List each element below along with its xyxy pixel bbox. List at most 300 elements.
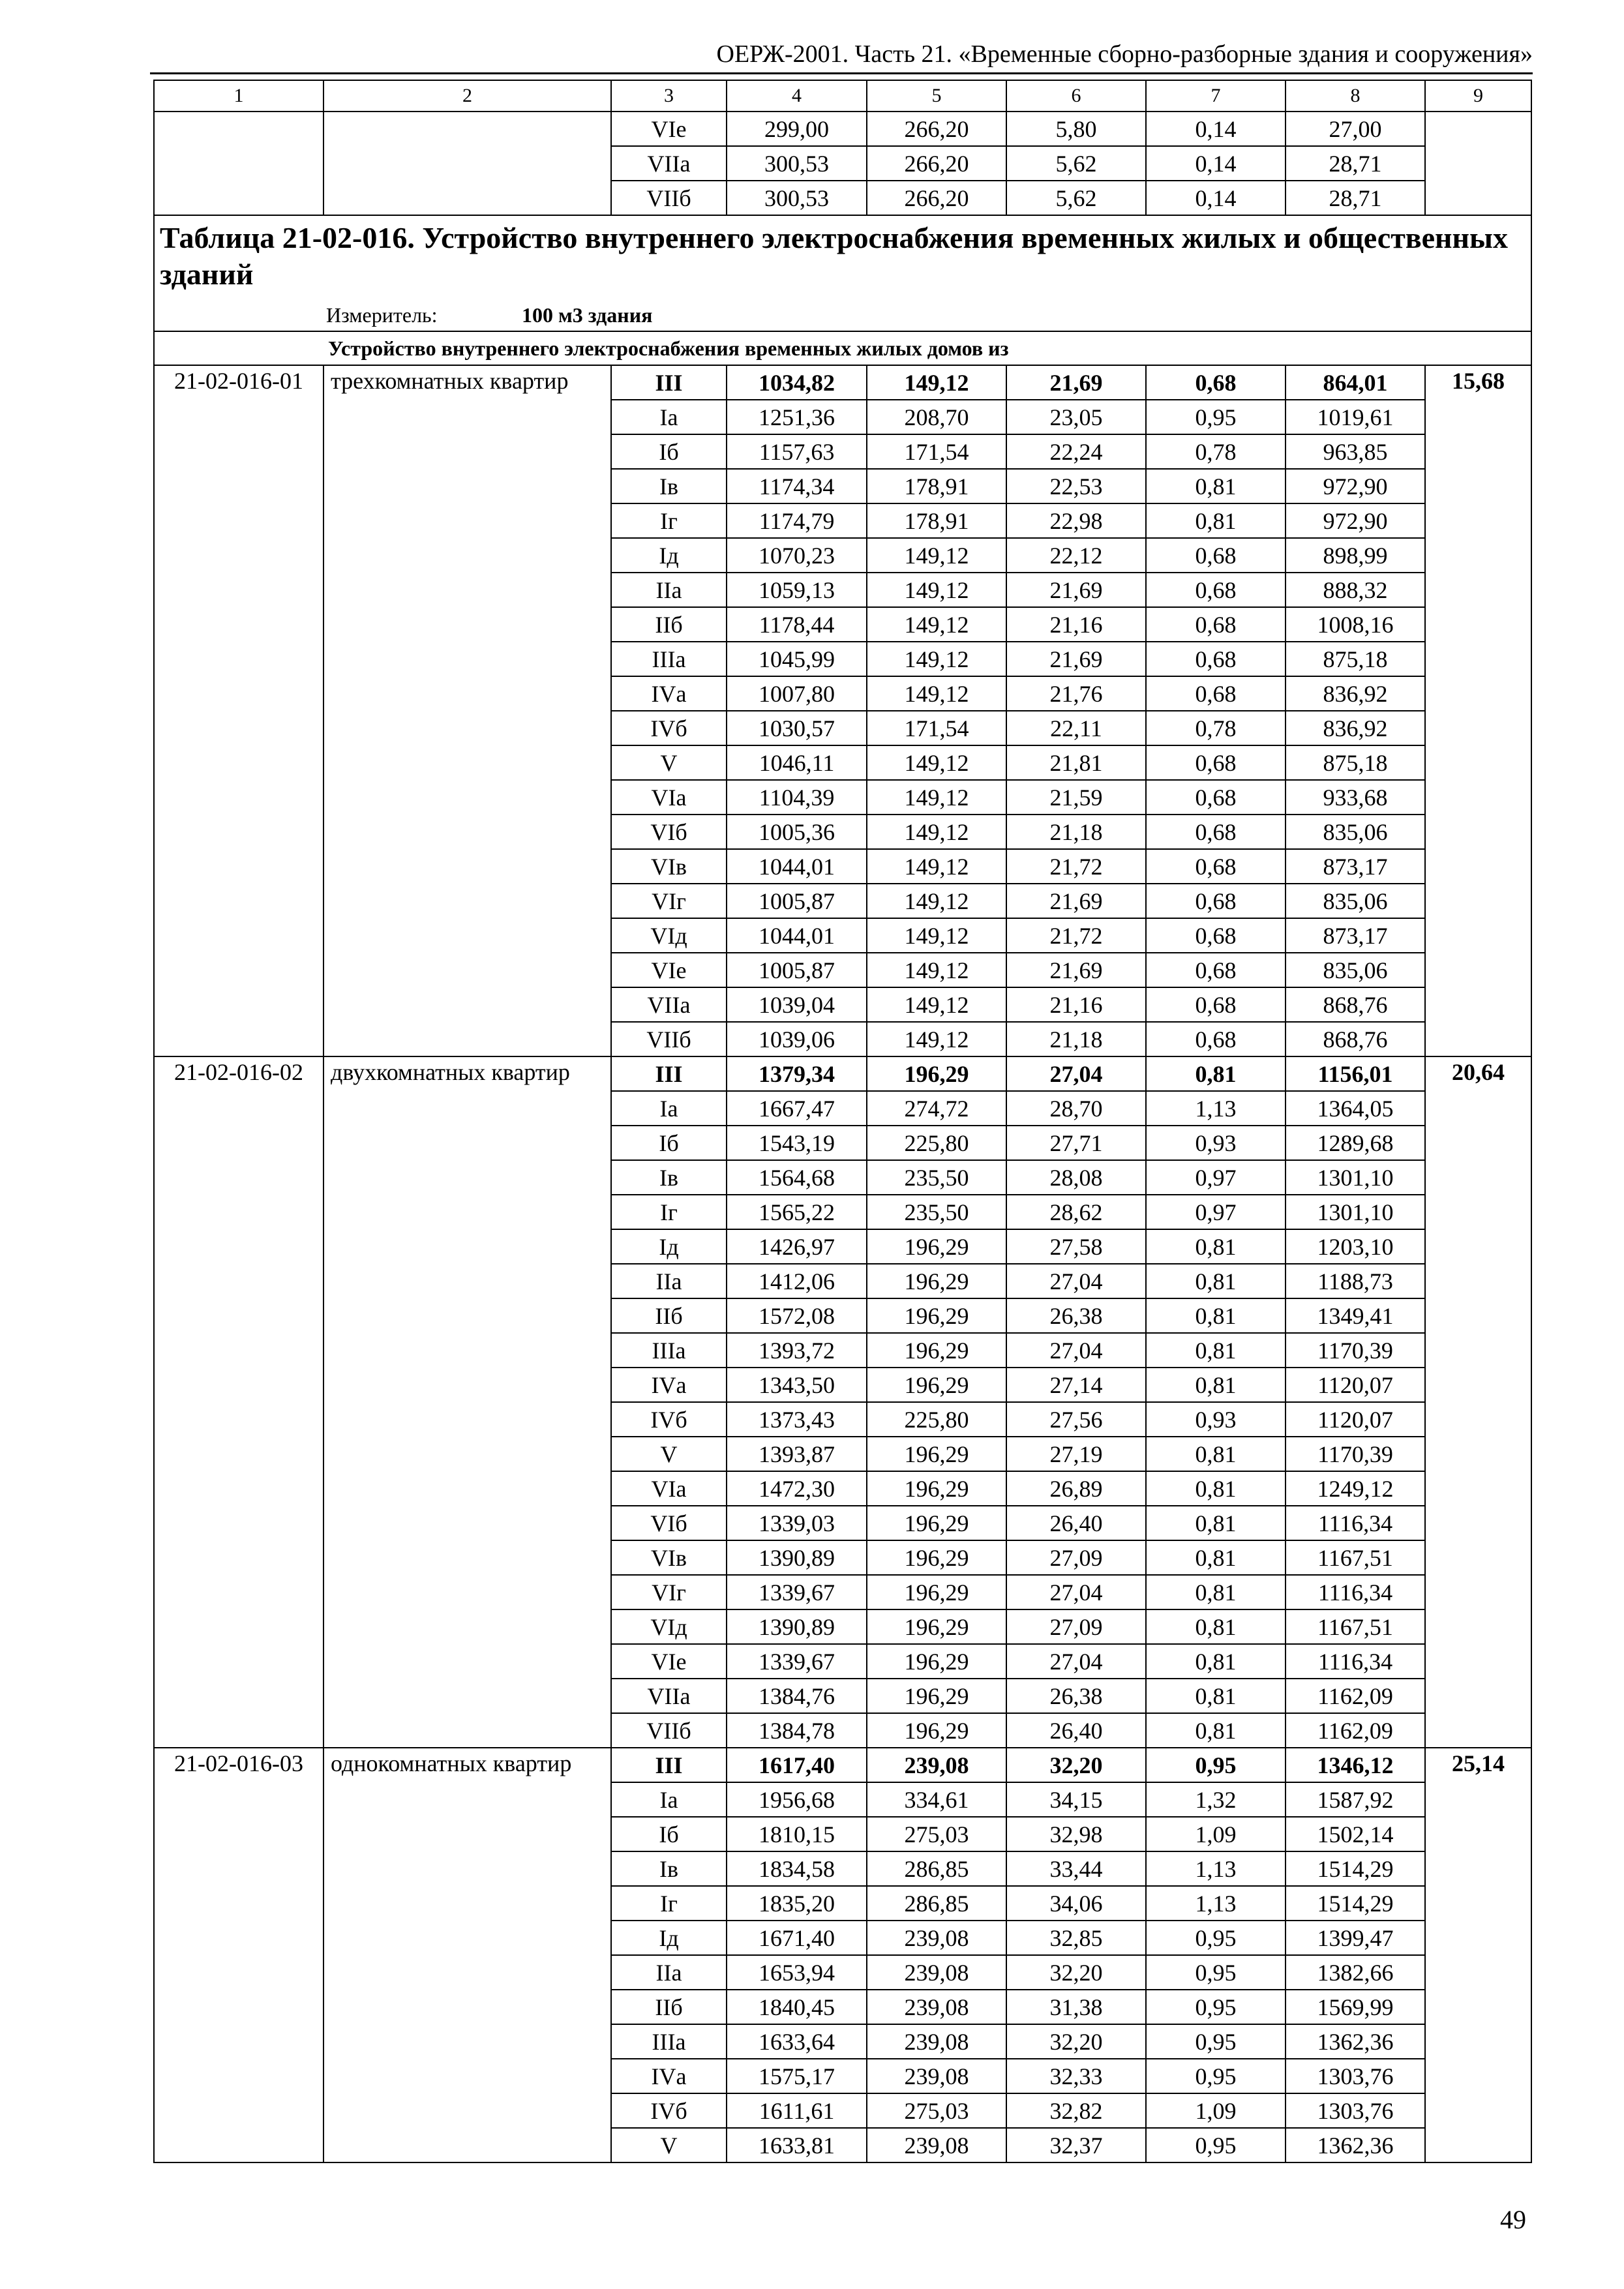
value-cell: 1379,34 [727,1056,867,1091]
norm-name: двухкомнатных квартир [323,1056,611,1748]
value-cell: 0,14 [1146,146,1286,181]
col9-value: 20,64 [1425,1056,1531,1748]
value-cell: 22,98 [1006,503,1146,538]
zone-cell: Iв [611,1160,727,1195]
value-cell: 1617,40 [727,1748,867,1782]
value-cell: 21,69 [1006,573,1146,607]
zone-cell: V [611,745,727,780]
value-cell: 21,69 [1006,953,1146,987]
value-cell: 0,81 [1146,1713,1286,1748]
value-cell: 0,68 [1146,365,1286,400]
zone-cell: IIIа [611,1333,727,1368]
value-cell: 0,95 [1146,1921,1286,1955]
zone-cell: VIе [611,953,727,987]
zone-cell: VIе [611,1644,727,1679]
value-cell: 1,13 [1146,1851,1286,1886]
col9-value: 15,68 [1425,365,1531,1056]
value-cell: 1667,47 [727,1091,867,1126]
value-cell: 239,08 [867,1955,1006,1990]
value-cell: 1339,67 [727,1644,867,1679]
value-cell: 0,68 [1146,607,1286,642]
value-cell: 34,06 [1006,1886,1146,1921]
value-cell: 1587,92 [1286,1782,1425,1817]
value-cell: 0,68 [1146,884,1286,918]
table-body [154,80,1531,2162]
column-number-cell: 8 [1286,80,1425,112]
value-cell: 868,76 [1286,987,1425,1022]
value-cell: 1,13 [1146,1091,1286,1126]
value-cell: 1116,34 [1286,1644,1425,1679]
value-cell: 1339,03 [727,1506,867,1540]
zone-cell: Iг [611,1886,727,1921]
value-cell: 5,80 [1006,112,1146,146]
value-cell: 0,81 [1146,1644,1286,1679]
value-cell: 27,71 [1006,1126,1146,1160]
value-cell: 27,04 [1006,1644,1146,1679]
zone-cell: IIа [611,1955,727,1990]
value-cell: 196,29 [867,1713,1006,1748]
value-cell: 21,81 [1006,745,1146,780]
value-cell: 1167,51 [1286,1540,1425,1575]
value-cell: 275,03 [867,2093,1006,2128]
table-row [154,112,1531,146]
table-title: Таблица 21-02-016. Устройство внутреннего электроснабжения временных жилых и общественных зданий [160,221,1508,291]
value-cell: 873,17 [1286,918,1425,953]
value-cell: 196,29 [867,1609,1006,1644]
value-cell: 27,56 [1006,1402,1146,1437]
value-cell: 22,24 [1006,434,1146,469]
value-cell: 1008,16 [1286,607,1425,642]
value-cell: 149,12 [867,573,1006,607]
value-cell: 0,81 [1146,1333,1286,1368]
value-cell: 28,71 [1286,181,1425,215]
zone-cell: VIг [611,1575,727,1609]
value-cell: 873,17 [1286,849,1425,884]
value-cell: 0,68 [1146,780,1286,815]
value-cell: 1,09 [1146,2093,1286,2128]
value-cell: 0,68 [1146,918,1286,953]
value-cell: 1249,12 [1286,1471,1425,1506]
value-cell: 1514,29 [1286,1886,1425,1921]
value-cell: 0,95 [1146,2128,1286,2162]
zone-cell: IVб [611,2093,727,2128]
value-cell: 22,11 [1006,711,1146,745]
header-rule [150,72,1533,74]
value-cell: 28,71 [1286,146,1425,181]
value-cell: 1104,39 [727,780,867,815]
value-cell: 1390,89 [727,1540,867,1575]
zone-cell: IIб [611,1298,727,1333]
value-cell: 149,12 [867,849,1006,884]
zone-cell: VIе [611,112,727,146]
value-cell: 275,03 [867,1817,1006,1851]
value-cell: 196,29 [867,1264,1006,1298]
value-cell: 225,80 [867,1402,1006,1437]
value-cell: 21,59 [1006,780,1146,815]
value-cell: 299,00 [727,112,867,146]
value-cell: 875,18 [1286,745,1425,780]
meter-label: Измеритель: [326,303,438,327]
value-cell: 32,37 [1006,2128,1146,2162]
value-cell: 196,29 [867,1644,1006,1679]
zone-cell: Iд [611,538,727,573]
value-cell: 22,53 [1006,469,1146,503]
zone-cell: VIIб [611,181,727,215]
value-cell: 1203,10 [1286,1229,1425,1264]
value-cell: 0,95 [1146,1990,1286,2024]
value-cell: 21,72 [1006,918,1146,953]
zone-cell: IIIа [611,642,727,676]
value-cell: 149,12 [867,815,1006,849]
value-cell: 1384,76 [727,1679,867,1713]
value-cell: 235,50 [867,1195,1006,1229]
table-row [154,1748,1531,1782]
value-cell: 22,12 [1006,538,1146,573]
value-cell: 1362,36 [1286,2024,1425,2059]
value-cell: 1390,89 [727,1609,867,1644]
value-cell: 196,29 [867,1540,1006,1575]
value-cell: 1046,11 [727,745,867,780]
value-cell: 274,72 [867,1091,1006,1126]
value-cell: 1301,10 [1286,1160,1425,1195]
value-cell: 32,85 [1006,1921,1146,1955]
name-cell [323,112,611,215]
value-cell: 149,12 [867,780,1006,815]
zone-cell: IIб [611,1990,727,2024]
value-cell: 171,54 [867,711,1006,745]
value-cell: 32,20 [1006,1748,1146,1782]
value-cell: 836,92 [1286,711,1425,745]
value-cell: 149,12 [867,642,1006,676]
value-cell: 0,81 [1146,503,1286,538]
value-cell: 1178,44 [727,607,867,642]
zone-cell: IIа [611,1264,727,1298]
value-cell: 1157,63 [727,434,867,469]
norm-name: однокомнатных квартир [323,1748,611,2162]
value-cell: 0,68 [1146,573,1286,607]
value-cell: 27,00 [1286,112,1425,146]
value-cell: 334,61 [867,1782,1006,1817]
value-cell: 1162,09 [1286,1713,1425,1748]
value-cell: 0,14 [1146,112,1286,146]
value-cell: 1188,73 [1286,1264,1425,1298]
value-cell: 27,58 [1006,1229,1146,1264]
value-cell: 0,81 [1146,1609,1286,1644]
value-cell: 1349,41 [1286,1298,1425,1333]
value-cell: 963,85 [1286,434,1425,469]
zone-cell: VIIб [611,1713,727,1748]
value-cell: 196,29 [867,1506,1006,1540]
zone-cell: V [611,1437,727,1471]
column-number-cell: 2 [323,80,611,112]
value-cell: 0,93 [1146,1402,1286,1437]
value-cell: 0,93 [1146,1126,1286,1160]
value-cell: 239,08 [867,1921,1006,1955]
value-cell: 1834,58 [727,1851,867,1886]
value-cell: 28,70 [1006,1091,1146,1126]
zone-cell: VIа [611,780,727,815]
value-cell: 28,08 [1006,1160,1146,1195]
norm-code: 21-02-016-02 [154,1056,323,1748]
value-cell: 1170,39 [1286,1333,1425,1368]
column-number-row [154,80,1531,112]
value-cell: 1174,79 [727,503,867,538]
table-row [154,1056,1531,1091]
value-cell: 0,95 [1146,1748,1286,1782]
value-cell: 1030,57 [727,711,867,745]
value-cell: 0,97 [1146,1195,1286,1229]
value-cell: 1364,05 [1286,1091,1425,1126]
value-cell: 31,38 [1006,1990,1146,2024]
zone-cell: III [611,1056,727,1091]
value-cell: 1005,87 [727,953,867,987]
value-cell: 1156,01 [1286,1056,1425,1091]
value-cell: 149,12 [867,365,1006,400]
value-cell: 1045,99 [727,642,867,676]
value-cell: 1120,07 [1286,1368,1425,1402]
value-cell: 1346,12 [1286,1748,1425,1782]
value-cell: 196,29 [867,1229,1006,1264]
table-title-row [154,215,1531,331]
value-cell: 239,08 [867,2059,1006,2093]
value-cell: 1426,97 [727,1229,867,1264]
value-cell: 21,69 [1006,365,1146,400]
column-number-cell: 7 [1146,80,1286,112]
value-cell: 27,04 [1006,1575,1146,1609]
value-cell: 1044,01 [727,849,867,884]
norm-name: трехкомнатных квартир [323,365,611,1056]
value-cell: 1005,36 [727,815,867,849]
value-cell: 149,12 [867,607,1006,642]
value-cell: 300,53 [727,181,867,215]
value-cell: 21,18 [1006,815,1146,849]
zone-cell: Iд [611,1229,727,1264]
value-cell: 225,80 [867,1126,1006,1160]
value-cell: 0,97 [1146,1160,1286,1195]
value-cell: 0,81 [1146,1471,1286,1506]
value-cell: 1671,40 [727,1921,867,1955]
value-cell: 0,81 [1146,1264,1286,1298]
zone-cell: Iа [611,1782,727,1817]
value-cell: 1382,66 [1286,1955,1425,1990]
value-cell: 1502,14 [1286,1817,1425,1851]
zone-cell: IVа [611,1368,727,1402]
value-cell: 235,50 [867,1160,1006,1195]
value-cell: 32,33 [1006,2059,1146,2093]
value-cell: 868,76 [1286,1022,1425,1056]
value-cell: 239,08 [867,1748,1006,1782]
value-cell: 26,38 [1006,1679,1146,1713]
value-cell: 1034,82 [727,365,867,400]
zone-cell: IVб [611,711,727,745]
value-cell: 266,20 [867,146,1006,181]
value-cell: 1569,99 [1286,1990,1425,2024]
value-cell: 21,76 [1006,676,1146,711]
value-cell: 1514,29 [1286,1851,1425,1886]
value-cell: 1116,34 [1286,1506,1425,1540]
value-cell: 0,95 [1146,400,1286,434]
value-cell: 1303,76 [1286,2093,1425,2128]
value-cell: 1007,80 [727,676,867,711]
zone-cell: VIа [611,1471,727,1506]
value-cell: 149,12 [867,1022,1006,1056]
value-cell: 26,89 [1006,1471,1146,1506]
zone-cell: IVа [611,676,727,711]
value-cell: 0,68 [1146,1022,1286,1056]
value-cell: 1301,10 [1286,1195,1425,1229]
value-cell: 898,99 [1286,538,1425,573]
value-cell: 1393,72 [727,1333,867,1368]
value-cell: 1116,34 [1286,1575,1425,1609]
value-cell: 196,29 [867,1333,1006,1368]
value-cell: 0,95 [1146,2059,1286,2093]
zone-cell: III [611,365,727,400]
zone-cell: VIб [611,1506,727,1540]
col9-cell [1425,112,1531,215]
value-cell: 1170,39 [1286,1437,1425,1471]
value-cell: 0,68 [1146,849,1286,884]
value-cell: 27,09 [1006,1609,1146,1644]
value-cell: 21,16 [1006,607,1146,642]
value-cell: 27,04 [1006,1264,1146,1298]
value-cell: 836,92 [1286,676,1425,711]
value-cell: 0,78 [1146,711,1286,745]
value-cell: 0,81 [1146,1368,1286,1402]
code-cell [154,112,323,215]
zone-cell: IIб [611,607,727,642]
value-cell: 27,04 [1006,1056,1146,1091]
value-cell: 0,68 [1146,745,1286,780]
value-cell: 149,12 [867,745,1006,780]
zone-cell: VIIб [611,1022,727,1056]
value-cell: 196,29 [867,1437,1006,1471]
value-cell: 178,91 [867,503,1006,538]
running-header: ОЕРЖ-2001. Часть 21. «Временные сборно-разборные здания и сооружения» [716,40,1533,68]
value-cell: 1393,87 [727,1437,867,1471]
value-cell: 27,04 [1006,1333,1146,1368]
zone-cell: IIа [611,573,727,607]
zone-cell: VIд [611,918,727,953]
value-cell: 1633,64 [727,2024,867,2059]
value-cell: 1044,01 [727,918,867,953]
norm-code: 21-02-016-01 [154,365,323,1056]
value-cell: 0,81 [1146,1679,1286,1713]
value-cell: 835,06 [1286,815,1425,849]
value-cell: 1362,36 [1286,2128,1425,2162]
zone-cell: Iб [611,1126,727,1160]
value-cell: 196,29 [867,1056,1006,1091]
zone-cell: Iв [611,1851,727,1886]
norm-code: 21-02-016-03 [154,1748,323,2162]
value-cell: 1611,61 [727,2093,867,2128]
value-cell: 1039,04 [727,987,867,1022]
value-cell: 286,85 [867,1851,1006,1886]
table-title-cell [154,215,1531,331]
table-row [154,365,1531,400]
value-cell: 26,38 [1006,1298,1146,1333]
page-number: 49 [1500,2205,1526,2234]
value-cell: 28,62 [1006,1195,1146,1229]
value-cell: 1039,06 [727,1022,867,1056]
value-cell: 149,12 [867,884,1006,918]
value-cell: 21,16 [1006,987,1146,1022]
value-cell: 1472,30 [727,1471,867,1506]
value-cell: 1289,68 [1286,1126,1425,1160]
zone-cell: Iб [611,434,727,469]
value-cell: 0,95 [1146,2024,1286,2059]
value-cell: 1956,68 [727,1782,867,1817]
zone-cell: Iв [611,469,727,503]
value-cell: 1,13 [1146,1886,1286,1921]
value-cell: 171,54 [867,434,1006,469]
zone-cell: VIIа [611,146,727,181]
section-title-row [154,331,1531,365]
value-cell: 1339,67 [727,1575,867,1609]
value-cell: 1810,15 [727,1817,867,1851]
value-cell: 196,29 [867,1679,1006,1713]
value-cell: 1,09 [1146,1817,1286,1851]
zone-cell: VIг [611,884,727,918]
value-cell: 0,81 [1146,1056,1286,1091]
column-number-cell: 1 [154,80,323,112]
value-cell: 32,82 [1006,2093,1146,2128]
value-cell: 27,14 [1006,1368,1146,1402]
norms-table [153,80,1532,2163]
value-cell: 26,40 [1006,1713,1146,1748]
value-cell: 286,85 [867,1886,1006,1921]
value-cell: 0,68 [1146,676,1286,711]
value-cell: 1373,43 [727,1402,867,1437]
value-cell: 1384,78 [727,1713,867,1748]
zone-cell: VIIа [611,987,727,1022]
column-number-cell: 5 [867,80,1006,112]
value-cell: 1412,06 [727,1264,867,1298]
value-cell: 239,08 [867,1990,1006,2024]
value-cell: 1167,51 [1286,1609,1425,1644]
value-cell: 864,01 [1286,365,1425,400]
value-cell: 21,72 [1006,849,1146,884]
value-cell: 21,69 [1006,884,1146,918]
value-cell: 933,68 [1286,780,1425,815]
zone-cell: VIв [611,849,727,884]
value-cell: 0,68 [1146,642,1286,676]
value-cell: 196,29 [867,1298,1006,1333]
value-cell: 1303,76 [1286,2059,1425,2093]
value-cell: 196,29 [867,1575,1006,1609]
value-cell: 0,68 [1146,953,1286,987]
value-cell: 1120,07 [1286,1402,1425,1437]
zone-cell: Iа [611,1091,727,1126]
zone-cell: IIIа [611,2024,727,2059]
zone-cell: VIд [611,1609,727,1644]
value-cell: 300,53 [727,146,867,181]
zone-cell: III [611,1748,727,1782]
value-cell: 27,09 [1006,1540,1146,1575]
value-cell: 0,81 [1146,1437,1286,1471]
zone-cell: Iд [611,1921,727,1955]
value-cell: 32,98 [1006,1817,1146,1851]
value-cell: 1059,13 [727,573,867,607]
value-cell: 0,81 [1146,1540,1286,1575]
value-cell: 1019,61 [1286,400,1425,434]
section-title: Устройство внутреннего электроснабжения временных жилых домов из [154,331,1531,365]
value-cell: 5,62 [1006,146,1146,181]
value-cell: 0,68 [1146,815,1286,849]
value-cell: 0,81 [1146,1575,1286,1609]
value-cell: 239,08 [867,2128,1006,2162]
value-cell: 32,20 [1006,1955,1146,1990]
column-number-cell: 3 [611,80,727,112]
